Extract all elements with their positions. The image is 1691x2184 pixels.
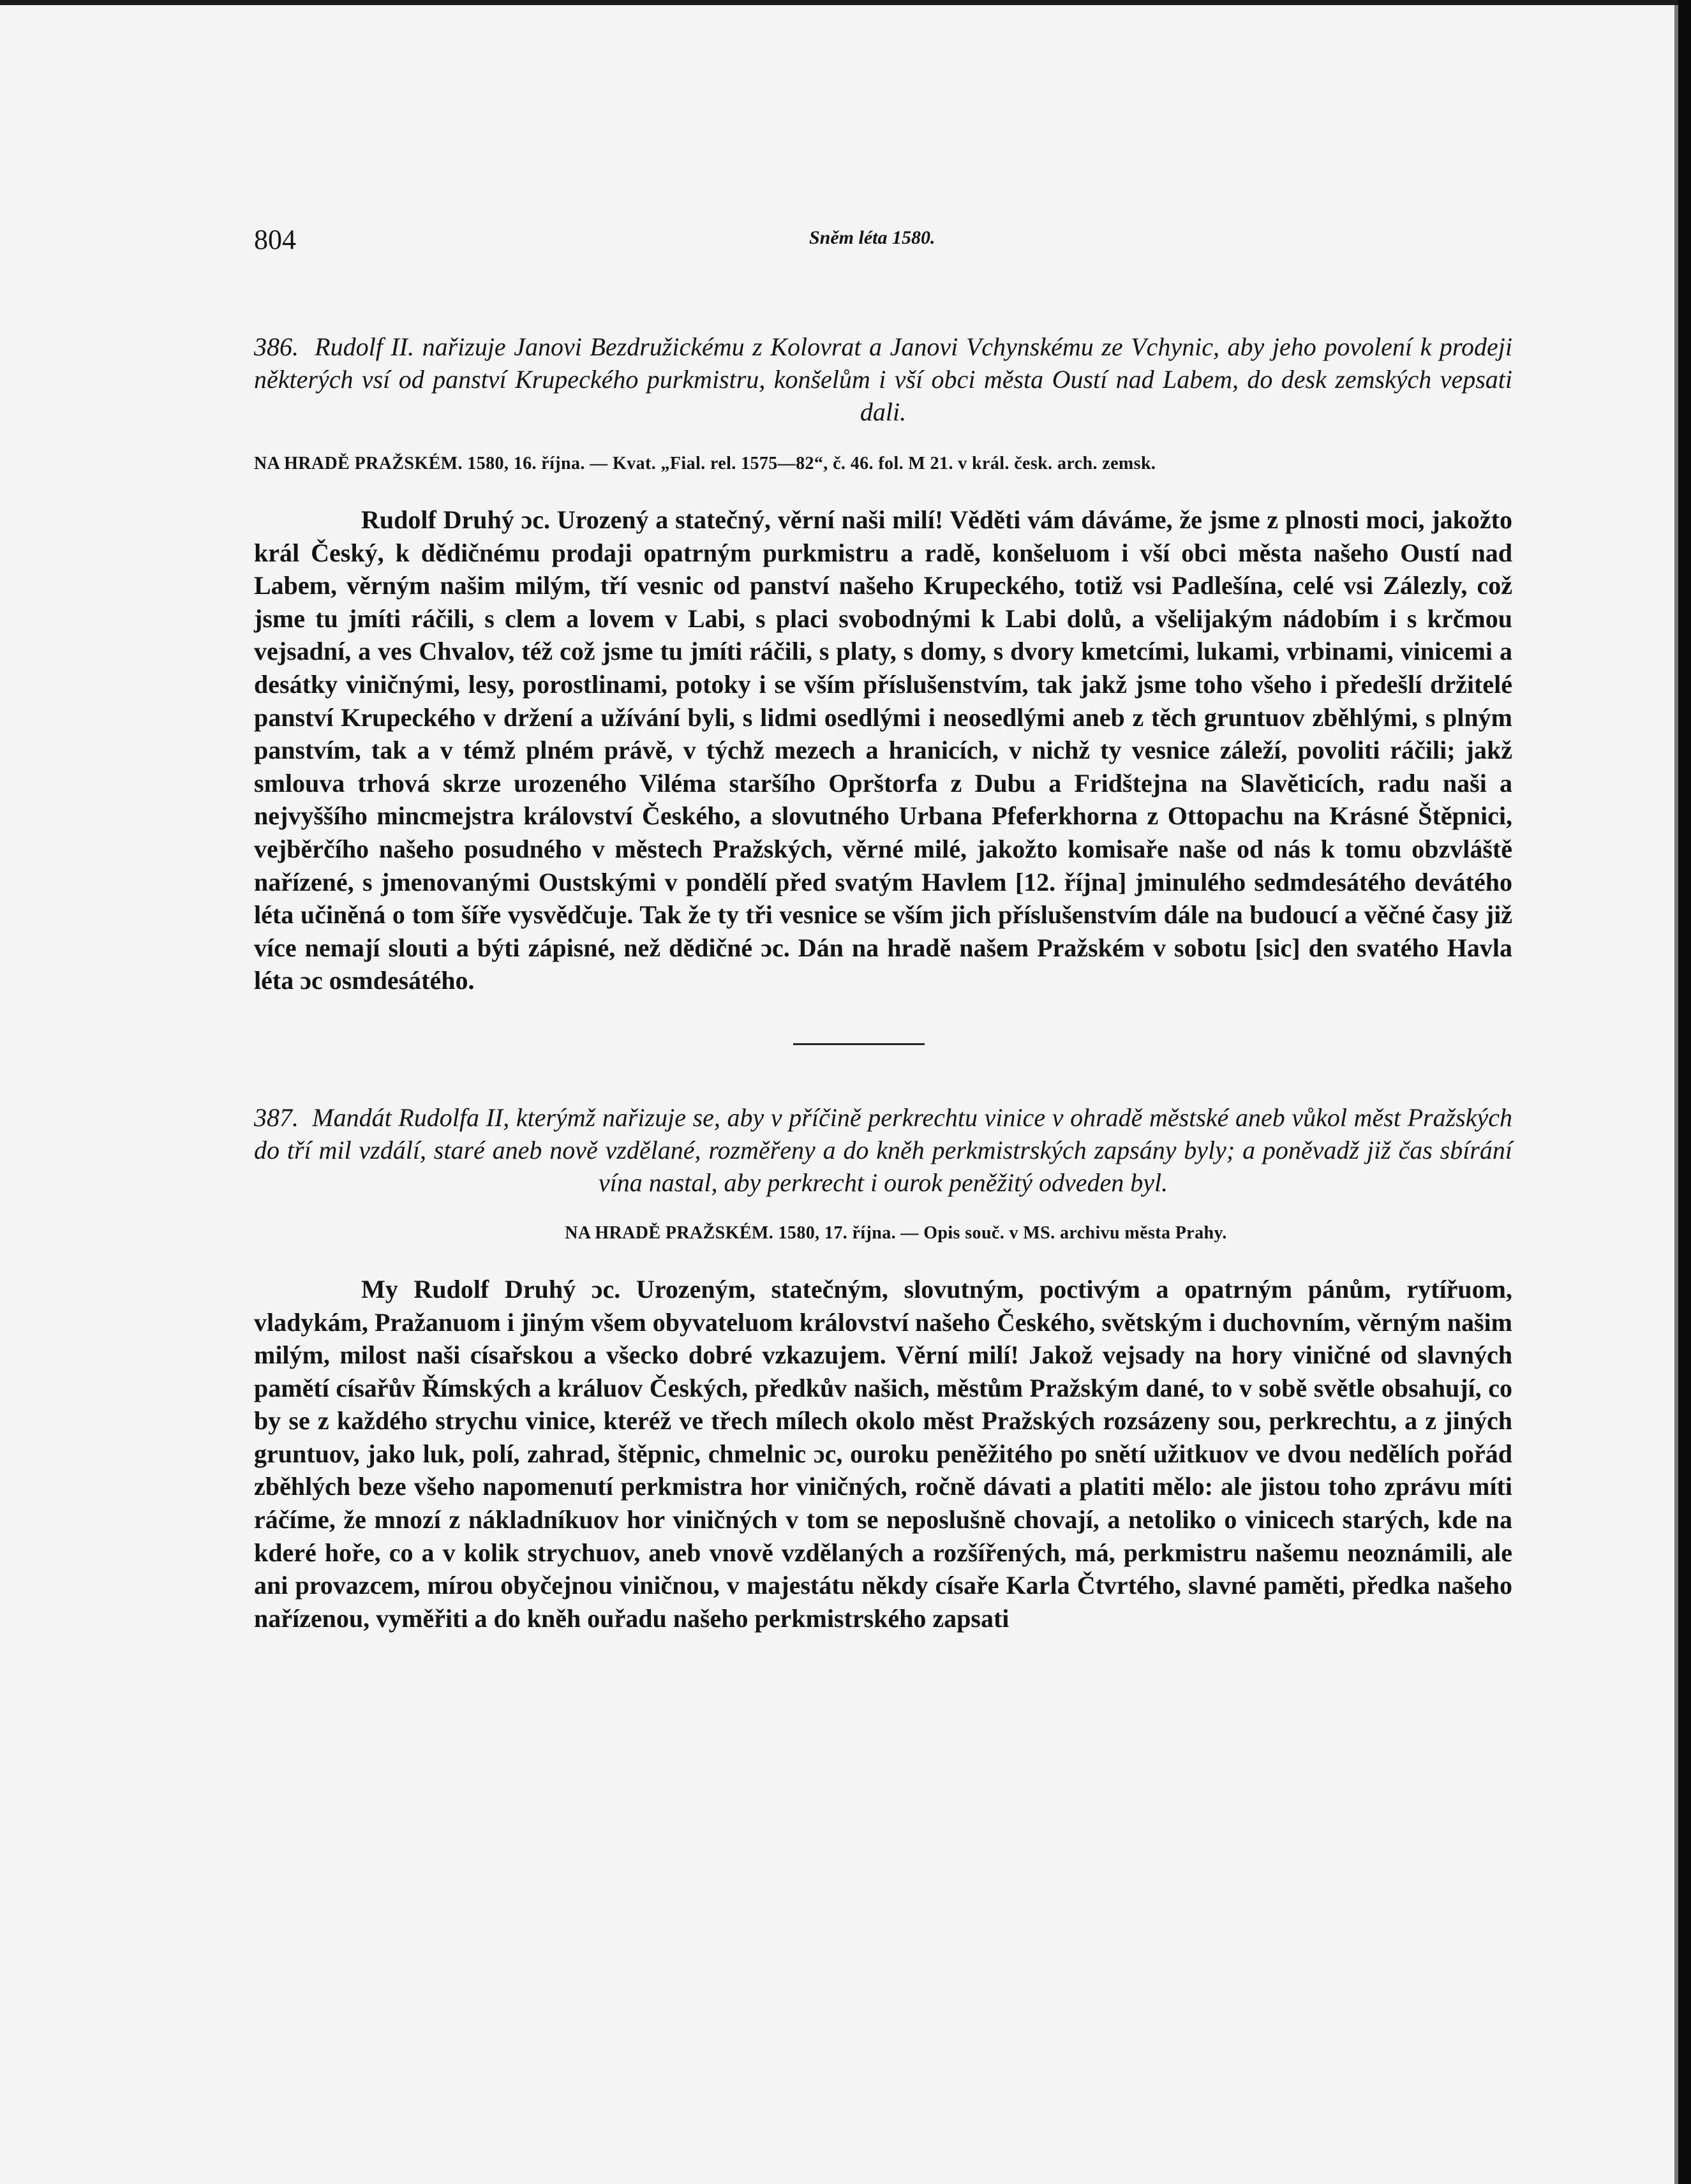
document-386-source: NA HRADĚ PRAŽSKÉM. 1580, 16. října. — Kvat. „Fial. rel. 1575—82“, č. 46. fol. M 21. v král. česk. arch. zemsk.	[254, 454, 1156, 473]
page-number: 804	[254, 224, 296, 255]
document-386-summary: Rudolf II. nařizuje Janovi Bezdružickému z Kolovrat a Janovi Vchynskému ze Vchynic, aby jeho povolení k prodeji některých vsí od panství Krupeckého purkmistru, konšelům i vší obci města Oustí nad Labem, do desk zemských vepsati dali.	[254, 332, 1512, 426]
document-386-number: 386.	[254, 332, 299, 361]
document-387-heading	[254, 1101, 1512, 1199]
running-head: Sněm léta 1580.	[809, 227, 935, 248]
scan-right-border	[1678, 0, 1691, 2184]
document-387-body: My Rudolf Druhý ɔc. Urozeným, statečným, slovutným, poctivým a opatrným pánům, rytířuom, vladykám, Pražanuom i jiným všem obyvateluom království našeho Českého, světským i duchovním, věrným našim milým, milost naši císařskou a všecko dobré vzkazujem. Věrní milí! Jakož vejsady na hory viničné od slavných pamětí císařův Římských a králuov Českých, předkův našich, městům Pražským dané, to v sobě světle obsahují, co by se z každého strychu vinice, kteréž ve třech mílech okolo měst Pražských rozsázeny sou, perkrechtu, a z jiných gruntuov, jako luk, polí, zahrad, štěpnic, chmelnic ɔc, ouroku peněžitého po snětí užitkuov ve dvou nedělích pořád zběhlých beze všeho napomenutí perkmistra hor viničných, ročně dávati a platiti mělo: ale jistou toho zprávu míti ráčíme, že mnozí z nákladníkuov hor viničných v tom se neposlušně chovají, a netoliko o vinicech starých, kde na kderé hoře, co a v kolik strychuov, aneb vnově vzdělaných a rozšířených, má, perkmistru našemu neoznámili, ale ani provazcem, mírou obyčejnou viničnou, v majestátu někdy císaře Karla Čtvrtého, slavné paměti, předka našeho nařízenou, vyměřiti a do kněh ouřadu našeho perkmistrského zapsati	[254, 1274, 1512, 1633]
section-divider	[793, 1043, 925, 1045]
document-387-number: 387.	[254, 1103, 299, 1132]
page-header	[254, 211, 1512, 262]
book-page	[254, 211, 1512, 1635]
document-387-source: NA HRADĚ PRAŽSKÉM. 1580, 17. října. — Opis souč. v MS. archivu města Prahy.	[565, 1222, 1227, 1243]
scan-top-edge	[0, 0, 1691, 5]
document-387-summary: Mandát Rudolfa II, kterýmž nařizuje se, aby v příčině perkrechtu vinice v ohradě městské aneb vůkol měst Pražských do tří mil vzdálí, staré aneb nově vzdělané, rozměřeny a do kněh perkmistrských zapsány byly; a poněvadž již čas sbírání vína nastal, aby perkrecht i ourok peněžitý odveden byl.	[254, 1103, 1513, 1197]
document-386-heading	[254, 331, 1512, 428]
document-386-body: Rudolf Druhý ɔc. Urozený a statečný, věrní naši milí! Věděti vám dáváme, že jsme z plnosti moci, jakožto král Český, k dědičnému prodaji opatrným purkmistru a radě, konšeluom i vší obci města našeho Oustí nad Labem, věrným našim milým, tří vesnic od panství našeho Krupeckého, totiž vsi Padlešína, celé vsi Zálezly, což jsme tu jmíti ráčili, s clem a lovem v Labi, s placi svobodnými k Labi dolů, a všelijakým nádobím i s krčmou vejsadní, a ves Chvalov, též což jsme tu jmíti ráčili, s platy, s domy, s dvory kmetcími, lukami, vrbinami, vinicemi a desátky viničnými, lesy, porostlinami, potoky i se vším příslušenstvím, tak jakž jsme toho všeho i předešlí držitelé panství Krupeckého v držení a užívání byli, s lidmi osedlými i neosedlými aneb z těch gruntuov zběhlými, s plným panstvím, tak a v témž plném právě, v týchž mezech a hranicích, v nichž ty vesnice záleží, povoliti ráčili; jakž smlouva trhová skrze urozeného Viléma staršího Oprštorfa z Dubu a Fridštejna na Slavěticích, radu naši a nejvyššího mincmejstra království Českého, a slovutného Urbana Pfeferkhorna z Ottopachu na Krásné Štěpnici, vejběrčího našeho posudného v městech Pražských, věrné milé, jakožto komisaře naše od nás k tomu obzvláště nařízené, s jmenovanými Oustskými v pondělí před svatým Havlem [12. října] jminulého sedmdesátého devátého léta učiněná o tom šíře vysvědčuje. Tak že ty tři vesnice se vším jich příslušenstvím dále na budoucí a věčné časy již více nemají slouti a býti zápisné, než dědičné ɔc. Dán na hradě našem Pražském v sobotu [sic] den svatého Havla léta ɔc osmdesátého.	[254, 505, 1512, 995]
